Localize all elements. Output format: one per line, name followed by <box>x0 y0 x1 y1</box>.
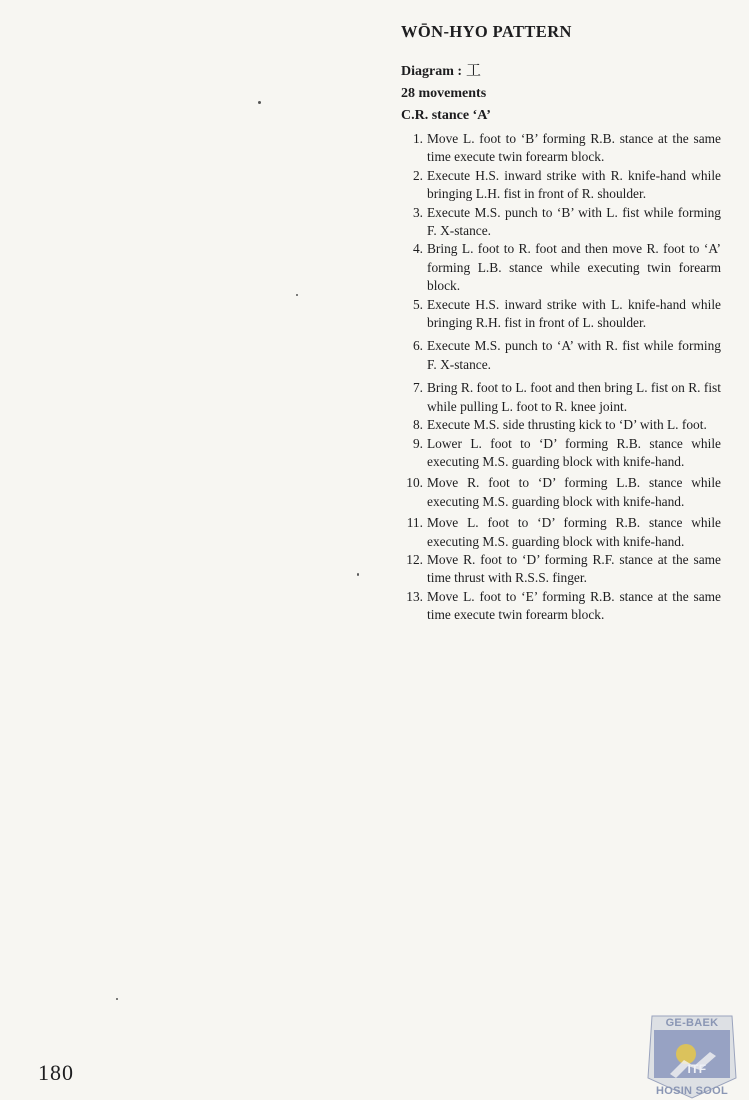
diagram-symbol: 工 <box>466 63 482 79</box>
movement-text: Execute H.S. inward strike with L. knife-hand while bringing R.H. fist in front of L. shoulder. <box>427 296 721 331</box>
movement-text: Execute M.S. side thrusting kick to ‘D’ with L. foot. <box>427 417 707 433</box>
movement-item <box>399 514 721 551</box>
watermark-top-text: GE-BAEK <box>665 1017 719 1029</box>
movement-number: 7 . <box>399 379 423 397</box>
movement-text: Move L. foot to ‘E’ forming R.B. stance at the same time execute twin forearm block. <box>427 588 721 623</box>
movement-item <box>399 588 721 625</box>
movement-text: Execute H.S. inward strike with R. knife-hand while bringing L.H. fist in front of R. shoulder. <box>427 167 721 202</box>
page-number: 180 <box>38 1060 74 1085</box>
movement-text: Move L. foot to ‘D’ forming R.B. stance while executing M.S. guarding block with knife-hand. <box>427 515 721 549</box>
watermark-bottom-text: HOSIN SOOL <box>655 1085 729 1097</box>
movement-item <box>399 337 721 374</box>
movement-item <box>399 379 721 416</box>
movement-text: Bring L. foot to R. foot and then move R. foot to ‘A’ forming L.B. stance while executing twin forearm block. <box>427 241 721 294</box>
movement-number: 9 . <box>399 435 423 453</box>
movement-text: Execute M.S. punch to ‘A’ with R. fist while forming F. X-stance. <box>427 338 721 372</box>
print-speck <box>296 294 298 296</box>
watermark-badge-text: ITF <box>687 1062 707 1076</box>
movement-item <box>399 204 721 241</box>
movement-number: 3 . <box>399 204 423 222</box>
text-column <box>399 22 721 625</box>
print-speck <box>357 573 359 576</box>
print-speck <box>258 101 261 104</box>
movement-item <box>399 551 721 588</box>
print-speck <box>116 998 118 1000</box>
movement-number: 6 . <box>399 337 423 355</box>
start-stance: C.R. stance ‘A’ <box>401 108 491 123</box>
movement-number: 10 . <box>399 474 423 492</box>
page-title: WŌN-HYO PATTERN <box>401 22 572 41</box>
movement-number: 5 . <box>399 296 423 314</box>
movement-list <box>399 130 721 625</box>
movement-number: 2 . <box>399 167 423 185</box>
movement-count: 28 movements <box>401 86 487 101</box>
movement-number: 1 . <box>399 130 423 148</box>
movement-text: Move R. foot to ‘D’ forming R.F. stance at the same time thrust with R.S.S. finger. <box>427 551 721 586</box>
movement-number: 8 . <box>399 416 423 434</box>
movement-text: Execute M.S. punch to ‘B’ with L. fist while forming F. X-stance. <box>427 204 721 239</box>
movement-number: 12 . <box>399 551 423 569</box>
movement-item <box>399 167 721 204</box>
movement-text: Move L. foot to ‘B’ forming R.B. stance at the same time execute twin forearm block. <box>427 131 721 165</box>
movement-item <box>399 474 721 511</box>
movement-item <box>399 296 721 333</box>
movement-item <box>399 435 721 472</box>
movement-item <box>399 130 721 167</box>
movement-text: Bring R. foot to L. foot and then bring L. fist on R. fist while pulling L. foot to R. knee joint. <box>427 380 721 414</box>
movement-item <box>399 416 721 434</box>
movement-item <box>399 240 721 295</box>
movement-text: Move R. foot to ‘D’ forming L.B. stance while executing M.S. guarding block with knife-hand. <box>427 475 721 509</box>
movement-number: 13 . <box>399 588 423 606</box>
watermark-logo <box>640 1008 744 1100</box>
diagram-label: Diagram : <box>401 64 463 79</box>
movement-text: Lower L. foot to ‘D’ forming R.B. stance while executing M.S. guarding block with knife-hand. <box>427 435 721 469</box>
movement-number: 11 . <box>399 514 423 532</box>
diagram-line <box>401 60 721 83</box>
movement-number: 4 . <box>399 240 423 258</box>
